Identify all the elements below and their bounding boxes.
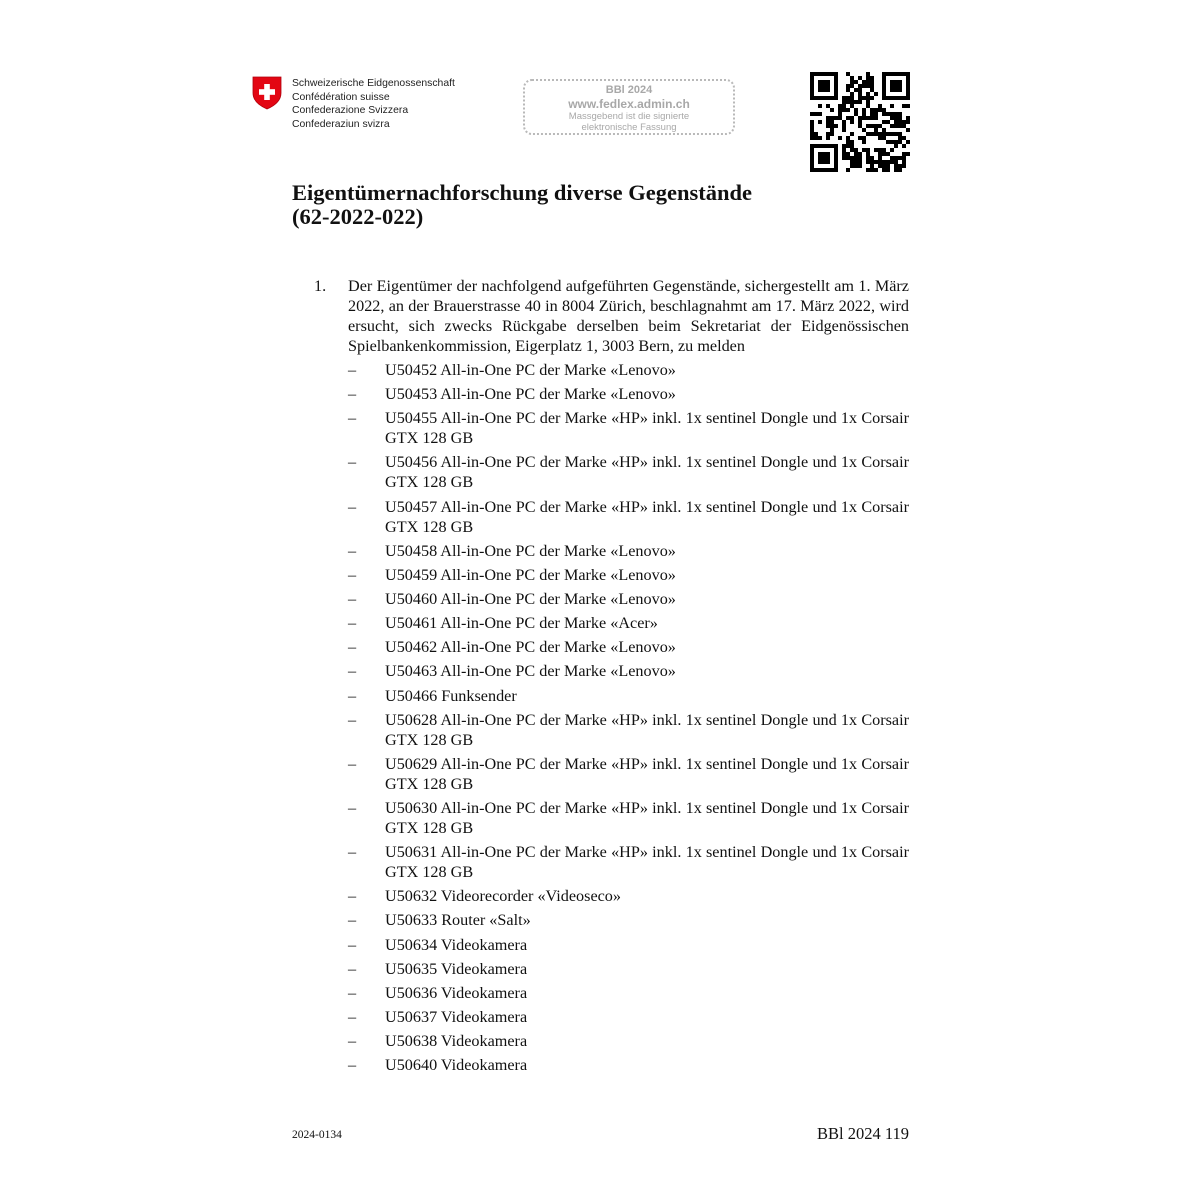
section-1	[292, 276, 909, 1075]
list-item-text: U50457 All-in-One PC der Marke «HP» inkl. 1x sentinel Dongle und 1x Corsair GTX 128 GB	[385, 497, 909, 536]
list-item-text: U50466 Funksender	[385, 686, 517, 705]
list-dash: –	[348, 614, 357, 633]
swiss-shield-icon	[252, 76, 282, 110]
list-dash: –	[348, 686, 357, 705]
list-dash: –	[348, 754, 357, 773]
list-item	[348, 959, 909, 979]
list-item-text: U50638 Videokamera	[385, 1032, 528, 1051]
stamp-url: www.fedlex.admin.ch	[568, 97, 690, 111]
list-item	[348, 710, 909, 750]
title-line-1: Eigentümernachforschung diverse Gegenstände	[292, 180, 752, 205]
list-item	[348, 452, 909, 492]
list-dash: –	[348, 565, 357, 584]
title-line-2: (62-2022-022)	[292, 204, 424, 229]
list-item-text: U50631 All-in-One PC der Marke «HP» inkl. 1x sentinel Dongle und 1x Corsair GTX 128 GB	[385, 843, 909, 882]
list-dash: –	[348, 1032, 357, 1051]
list-dash: –	[348, 662, 357, 681]
list-item-text: U50628 All-in-One PC der Marke «HP» inkl. 1x sentinel Dongle und 1x Corsair GTX 128 GB	[385, 710, 909, 749]
list-item	[348, 613, 909, 633]
page-reference: BBl 2024 119	[817, 1124, 909, 1143]
list-item	[348, 661, 909, 681]
list-item	[348, 360, 909, 380]
list-dash: –	[348, 409, 357, 428]
list-item-text: U50452 All-in-One PC der Marke «Lenovo»	[385, 361, 676, 379]
list-item-text: U50630 All-in-One PC der Marke «HP» inkl. 1x sentinel Dongle und 1x Corsair GTX 128 GB	[385, 798, 909, 837]
list-item	[348, 497, 909, 537]
list-item	[348, 935, 909, 955]
list-item	[348, 541, 909, 561]
list-item-text: U50637 Videokamera	[385, 1007, 528, 1026]
list-item	[348, 983, 909, 1003]
section-intro: Der Eigentümer der nachfolgend aufgeführten Gegenstände, sichergestellt am 1. März 2022, an der Brauerstrasse 40 in 8004 Zürich, beschlagnahmt am 17. März 2022, wird ersucht, sich zwecks Rückgabe derselben beim Sekretariat der Eidgenössischen Spielbankenkommission, Eigerplatz 1, 3003 Bern, zu melden	[348, 277, 909, 355]
list-dash: –	[348, 983, 357, 1002]
list-item	[348, 1055, 909, 1075]
list-item	[348, 754, 909, 794]
list-dash: –	[348, 361, 357, 379]
list-item-text: U50459 All-in-One PC der Marke «Lenovo»	[385, 565, 676, 584]
document-title	[292, 181, 892, 229]
list-item-text: U50629 All-in-One PC der Marke «HP» inkl. 1x sentinel Dongle und 1x Corsair GTX 128 GB	[385, 754, 909, 793]
section-number: 1.	[314, 277, 327, 295]
list-dash: –	[348, 638, 357, 657]
list-dash: –	[348, 710, 357, 729]
list-dash: –	[348, 798, 357, 817]
list-item-text: U50635 Videokamera	[385, 959, 528, 978]
list-item	[348, 637, 909, 657]
list-dash: –	[348, 887, 357, 906]
publication-stamp	[523, 79, 735, 135]
list-dash: –	[348, 959, 357, 978]
list-item-text: U50462 All-in-One PC der Marke «Lenovo»	[385, 638, 676, 657]
list-dash: –	[348, 843, 357, 862]
list-item	[348, 1031, 909, 1051]
confederation-line-fr: Confédération suisse	[292, 91, 390, 103]
list-item	[348, 1007, 909, 1027]
list-dash: –	[348, 453, 357, 472]
list-item	[348, 384, 909, 404]
stamp-note-2: elektronische Fassung	[581, 122, 677, 133]
list-item-text: U50460 All-in-One PC der Marke «Lenovo»	[385, 589, 676, 608]
federal-logo	[252, 76, 472, 136]
list-item	[348, 842, 909, 882]
list-item-text: U50461 All-in-One PC der Marke «Acer»	[385, 614, 658, 633]
list-dash: –	[348, 385, 357, 404]
stamp-issue: BBl 2024	[605, 84, 653, 96]
confederation-line-de: Schweizerische Eidgenossenschaft	[292, 78, 455, 89]
qr-code-icon	[810, 72, 910, 172]
list-item	[348, 798, 909, 838]
list-item-text: U50640 Videokamera	[385, 1056, 528, 1075]
list-dash: –	[348, 911, 357, 930]
list-item	[348, 408, 909, 448]
list-item-text: U50632 Videorecorder «Videoseco»	[385, 887, 621, 906]
list-item	[348, 686, 909, 706]
document-body	[292, 276, 909, 1079]
confederation-names	[292, 77, 455, 131]
list-dash: –	[348, 1007, 357, 1026]
list-dash: –	[348, 497, 357, 516]
list-item-text: U50636 Videokamera	[385, 983, 528, 1002]
list-item-text: U50458 All-in-One PC der Marke «Lenovo»	[385, 541, 676, 560]
list-item	[348, 565, 909, 585]
list-dash: –	[348, 935, 357, 954]
item-list	[348, 360, 909, 1075]
list-item-text: U50634 Videokamera	[385, 935, 528, 954]
list-item	[348, 886, 909, 906]
list-item-text: U50456 All-in-One PC der Marke «HP» inkl. 1x sentinel Dongle und 1x Corsair GTX 128 GB	[385, 453, 909, 492]
list-dash: –	[348, 589, 357, 608]
confederation-line-it: Confederazione Svizzera	[292, 105, 409, 117]
list-item-text: U50453 All-in-One PC der Marke «Lenovo»	[385, 385, 676, 404]
document-reference: 2024-0134	[292, 1129, 342, 1141]
list-dash: –	[348, 541, 357, 560]
confederation-line-rm: Confederaziun svizra	[292, 118, 390, 130]
list-dash: –	[348, 1056, 357, 1075]
list-item-text: U50463 All-in-One PC der Marke «Lenovo»	[385, 662, 676, 681]
list-item	[348, 589, 909, 609]
list-item-text: U50455 All-in-One PC der Marke «HP» inkl. 1x sentinel Dongle und 1x Corsair GTX 128 GB	[385, 409, 909, 448]
stamp-note-1: Massgebend ist die signierte	[568, 111, 690, 122]
list-item-text: U50633 Router «Salt»	[385, 911, 531, 930]
list-item	[348, 910, 909, 930]
